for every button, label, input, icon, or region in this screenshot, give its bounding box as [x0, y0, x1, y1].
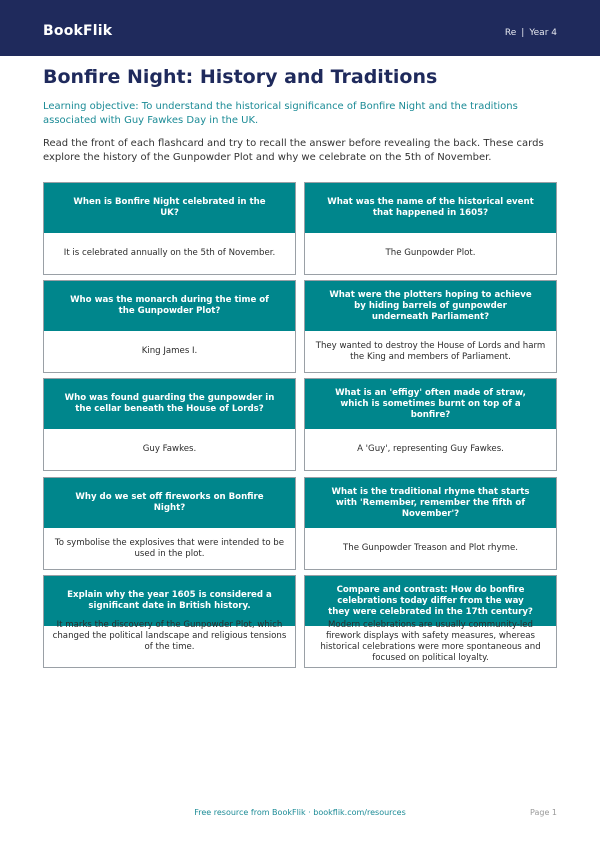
top-bar	[0, 0, 600, 56]
flashcard-back: It marks the discovery of the Gunpowder Plot, which changed the political landscape and religious tensions of the time.	[52, 620, 287, 652]
learning-objective: Learning objective: To understand the historical significance of Bonfire Night and the traditions associated with Guy Fawkes Day in the UK.	[43, 101, 518, 126]
flashcard-front: Who was the monarch during the time of the Gunpowder Plot?	[44, 281, 295, 331]
flashcard-back: The Gunpowder Plot.	[385, 248, 476, 258]
flashcard-front: What is an 'effigy' often made of straw, which is sometimes burnt on top of a bonfire?	[305, 379, 556, 429]
year-label: Year 4	[529, 28, 557, 38]
meta-divider: |	[521, 28, 525, 38]
flashcard[interactable]	[304, 477, 557, 570]
flashcard-front: Why do we set off fireworks on Bonfire Night?	[44, 478, 295, 528]
intro-text: Read the front of each flashcard and try to recall the answer before revealing the back. These cards explore the history of the Gunpowder Plot and why we celebrate on the 5th of November.	[43, 138, 544, 163]
flashcard-front: Compare and contrast: How do bonfire celebrations today differ from the way they were celebrated in the 17th century?	[305, 576, 556, 626]
flashcard[interactable]	[43, 477, 296, 570]
page-number: Page 1	[530, 808, 557, 817]
page-title: Bonfire Night: History and Traditions	[43, 66, 438, 88]
footer-link[interactable]: Free resource from BookFlik · bookflik.com/resources	[194, 808, 406, 817]
flashcard-back: The Gunpowder Treason and Plot rhyme.	[343, 543, 518, 553]
flashcard[interactable]	[304, 575, 557, 668]
flashcard-back: Modern celebrations are usually community-led firework displays with safety measures, whereas historical celebrations were more spontaneous and focused on political loyalty.	[320, 620, 541, 663]
flashcard-front: When is Bonfire Night celebrated in the UK?	[44, 183, 295, 233]
flashcard-back: It is celebrated annually on the 5th of November.	[63, 248, 276, 258]
flashcard-back: To symbolise the explosives that were intended to be used in the plot.	[54, 537, 285, 559]
flashcard[interactable]	[43, 182, 296, 275]
flashcard-back: They wanted to destroy the House of Lords and harm the King and members of Parliament.	[315, 340, 546, 362]
header-meta	[505, 28, 557, 38]
brand-logo[interactable]: BookFlik	[43, 23, 113, 39]
flashcard-front: What was the name of the historical event that happened in 1605?	[305, 183, 556, 233]
subject-label: Re	[504, 28, 517, 38]
flashcard[interactable]	[43, 378, 296, 471]
flashcard-front: What is the traditional rhyme that starts with 'Remember, remember the fifth of November'?	[305, 478, 556, 528]
flashcard-front: What were the plotters hoping to achieve by hiding barrels of gunpowder underneath Parliament?	[305, 281, 556, 331]
flashcard[interactable]	[304, 182, 557, 275]
flashcard-back: King James I.	[141, 346, 198, 356]
flashcard[interactable]	[43, 280, 296, 373]
flashcard-back: A 'Guy', representing Guy Fawkes.	[357, 444, 504, 454]
flashcard[interactable]	[304, 378, 557, 471]
flashcard-front: Who was found guarding the gunpowder in the cellar beneath the House of Lords?	[44, 379, 295, 429]
flashcard[interactable]	[43, 575, 296, 668]
flashcard-back: Guy Fawkes.	[142, 444, 197, 454]
flashcard[interactable]	[304, 280, 557, 373]
flashcard-front: Explain why the year 1605 is considered a significant date in British history.	[44, 576, 295, 626]
